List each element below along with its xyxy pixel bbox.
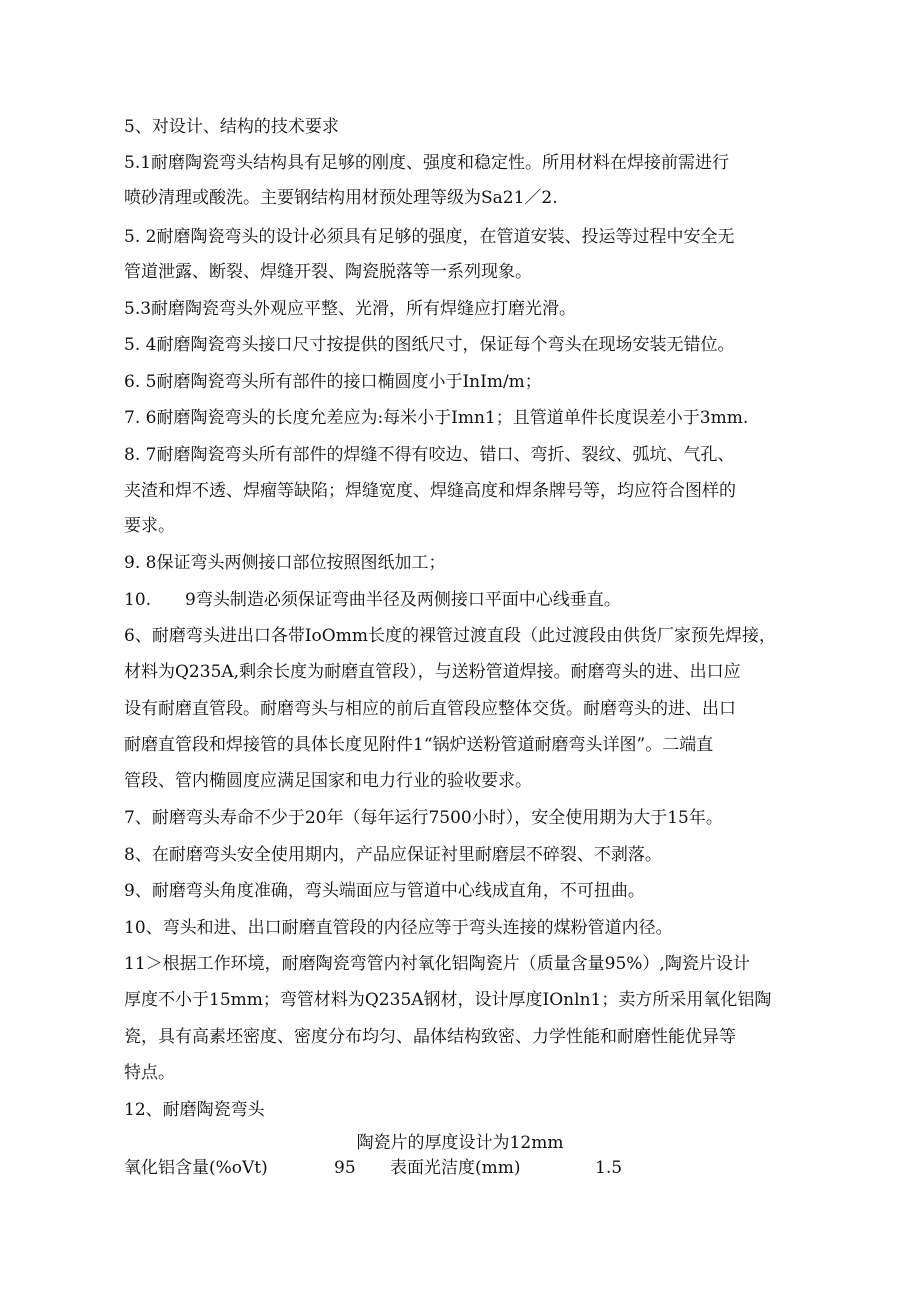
text-line: 9. 8保证弯头两侧接口部位按照图纸加工； bbox=[124, 553, 446, 573]
text-line: 耐磨直管段和焊接管的具体长度见附件1“锅炉送粉管道耐磨弯头详图”。二端直 bbox=[124, 735, 714, 755]
section-heading: 7、耐磨弯头寿命不少于20年（每年运行7500小时），安全使用期为大于15年。 bbox=[124, 808, 723, 828]
table-cell-label: 表面光洁度(mm) bbox=[390, 1158, 521, 1178]
section-heading: 11＞根据工作环境，耐磨陶瓷弯管内衬氧化铝陶瓷片（质量含量95%）,陶瓷片设计 bbox=[124, 954, 750, 974]
text-line: 要求。 bbox=[124, 516, 175, 536]
text-line: 设有耐磨直管段。耐磨弯头与相应的前后直管段应整体交货。耐磨弯头的进、出口 bbox=[124, 699, 736, 719]
table-cell-value: 1.5 bbox=[595, 1158, 623, 1178]
text-line: 厚度不小于15mm；弯管材料为Q235A钢材，设计厚度IOnln1；卖方所采用氧化铝陶 bbox=[124, 990, 772, 1010]
text-line: 喷砂清理或酸洗。主要钢结构用材预处理等级为Sa21／2. bbox=[124, 188, 558, 208]
section-heading: 8、在耐磨弯头安全使用期内，产品应保证衬里耐磨层不碎裂、不剥落。 bbox=[124, 845, 662, 865]
text-line: 5. 4耐磨陶瓷弯头接口尺寸按提供的图纸尺寸，保证每个弯头在现场安装无错位。 bbox=[124, 335, 735, 355]
text-line: 瓷，具有高素坯密度、密度分布均匀、晶体结构致密、力学性能和耐磨性能优异等 bbox=[124, 1027, 736, 1047]
section-heading: 5、对设计、结构的技术要求 bbox=[124, 117, 339, 137]
section-heading: 9、耐磨弯头角度准确，弯头端面应与管道中心线成直角，不可扭曲。 bbox=[124, 881, 645, 901]
table-caption: 陶瓷片的厚度设计为12mm bbox=[356, 1133, 564, 1153]
text-line: 7. 6耐磨陶瓷弯头的长度允差应为:每米小于Imn1；且管道单件长度误差小于3mm. bbox=[124, 408, 749, 428]
text-line: 6. 5耐磨陶瓷弯头所有部件的接口椭圆度小于InIm/m； bbox=[124, 372, 542, 392]
section-heading: 10、弯头和进、出口耐磨直管段的内径应等于弯头连接的煤粉管道内径。 bbox=[124, 918, 673, 938]
table-cell-value: 95 bbox=[334, 1158, 356, 1178]
table-cell-label: 氧化铝含量(%oVt) bbox=[124, 1158, 268, 1178]
text-line: 材料为Q235A,剩余长度为耐磨直管段），与送粉管道焊接。耐磨弯头的进、出口应 bbox=[124, 662, 741, 682]
text-line: 5. 2耐磨陶瓷弯头的设计必须具有足够的强度，在管道安装、投运等过程中安全无 bbox=[124, 227, 735, 247]
text-line: 夹渣和焊不透、焊瘤等缺陷；焊缝宽度、焊缝高度和焊条牌号等，均应符合图样的 bbox=[124, 481, 736, 501]
section-heading: 12、耐磨陶瓷弯头 bbox=[124, 1100, 265, 1120]
text-line: 管段、管内椭圆度应满足国家和电力行业的验收要求。 bbox=[124, 771, 532, 791]
section-heading: 6、耐磨弯头进出口各带IoOmm长度的裸管过渡直段（此过渡段由供货厂家预先焊接， bbox=[124, 626, 776, 646]
text-line: 管道泄露、断裂、焊缝开裂、陶瓷脱落等一系列现象。 bbox=[124, 262, 532, 282]
text-line: 5.3耐磨陶瓷弯头外观应平整、光滑，所有焊缝应打磨光滑。 bbox=[124, 299, 577, 319]
text-line: 8. 7耐磨陶瓷弯头所有部件的焊缝不得有咬边、错口、弯折、裂纹、弧坑、气孔、 bbox=[124, 445, 735, 465]
text-line: 特点。 bbox=[124, 1063, 175, 1083]
text-line: 10. 9弯头制造必须保证弯曲半径及两侧接口平面中心线垂直。 bbox=[124, 590, 621, 610]
text-line: 5.1耐磨陶瓷弯头结构具有足够的刚度、强度和稳定性。所用材料在焊接前需进行 bbox=[124, 153, 730, 173]
